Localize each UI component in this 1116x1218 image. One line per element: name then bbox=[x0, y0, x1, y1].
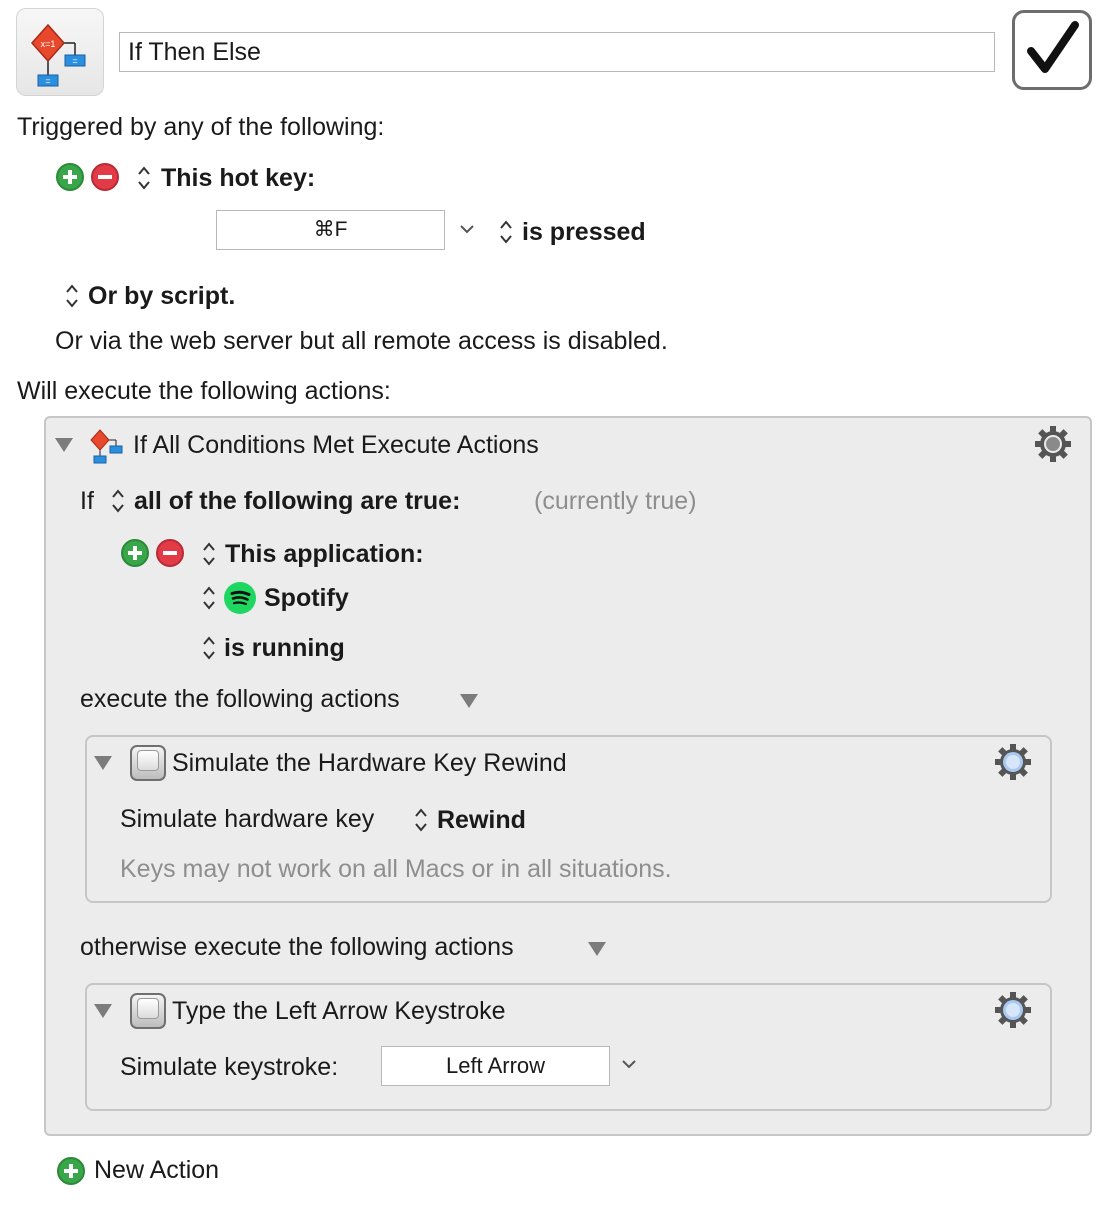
remove-condition-button[interactable] bbox=[156, 539, 184, 567]
then-actions-menu-button[interactable] bbox=[460, 694, 478, 708]
if-action-icon bbox=[86, 424, 128, 471]
disclosure-triangle-icon bbox=[588, 942, 606, 956]
macro-enabled-checkbox[interactable] bbox=[1012, 10, 1092, 90]
keystroke-field[interactable]: Left Arrow bbox=[381, 1046, 610, 1086]
plus-icon bbox=[58, 165, 82, 189]
if-word: If bbox=[80, 487, 94, 515]
gear-icon bbox=[1033, 424, 1073, 464]
flowchart-if-icon bbox=[17, 9, 105, 97]
condition-mode-label: all of the following are true: bbox=[134, 487, 461, 515]
web-server-note: Or via the web server but all remote access is disabled. bbox=[55, 327, 668, 355]
keystroke-gear-button[interactable] bbox=[993, 990, 1033, 1035]
disclosure-triangle-icon bbox=[94, 1004, 112, 1018]
chevron-down-icon bbox=[620, 1057, 638, 1071]
updown-arrows-icon bbox=[413, 805, 429, 835]
checkmark-icon bbox=[1015, 13, 1089, 87]
hardware-key-value: Rewind bbox=[437, 806, 526, 834]
disclosure-triangle-icon bbox=[460, 694, 478, 708]
macro-name-field[interactable]: If Then Else bbox=[119, 32, 995, 72]
keystroke-field-label: Simulate keystroke: bbox=[120, 1053, 339, 1081]
hotkey-field[interactable]: ⌘F bbox=[216, 210, 445, 250]
svg-text:=: = bbox=[72, 56, 78, 66]
hardware-key-action-title: Simulate the Hardware Key Rewind bbox=[172, 749, 567, 777]
if-action-title: If All Conditions Met Execute Actions bbox=[133, 431, 539, 459]
flowchart-if-icon bbox=[86, 424, 128, 466]
disclosure-triangle-icon bbox=[94, 756, 112, 770]
hardware-key-note: Keys may not work on all Macs or in all situations. bbox=[120, 855, 672, 883]
script-trigger-label: Or by script. bbox=[88, 282, 236, 310]
triggers-heading: Triggered by any of the following: bbox=[17, 113, 385, 141]
else-actions-menu-button[interactable] bbox=[588, 942, 606, 956]
spotify-icon bbox=[224, 582, 256, 614]
macro-icon[interactable] bbox=[16, 8, 104, 96]
minus-icon bbox=[93, 165, 117, 189]
svg-text:=: = bbox=[45, 76, 51, 86]
updown-arrows-icon bbox=[201, 583, 217, 613]
collapse-if-action-button[interactable] bbox=[55, 438, 73, 452]
hotkey-menu-button[interactable] bbox=[458, 222, 476, 241]
remove-trigger-button[interactable] bbox=[91, 163, 119, 191]
collapse-hardware-key-action-button[interactable] bbox=[94, 756, 112, 770]
hotkey-state-label: is pressed bbox=[522, 218, 646, 246]
keystroke-menu-button[interactable] bbox=[620, 1057, 638, 1076]
chevron-down-icon bbox=[458, 222, 476, 236]
svg-text:x=1: x=1 bbox=[40, 39, 56, 49]
collapse-keystroke-action-button[interactable] bbox=[94, 1004, 112, 1018]
updown-arrows-icon bbox=[201, 539, 217, 569]
application-name: Spotify bbox=[264, 584, 349, 612]
add-trigger-button[interactable] bbox=[56, 163, 84, 191]
actions-heading: Will execute the following actions: bbox=[17, 377, 391, 405]
app-state-label: is running bbox=[224, 634, 345, 662]
add-condition-button[interactable] bbox=[121, 539, 149, 567]
updown-arrows-icon bbox=[110, 486, 126, 516]
condition-status: (currently true) bbox=[534, 487, 697, 515]
plus-icon bbox=[123, 541, 147, 565]
disclosure-triangle-icon bbox=[55, 438, 73, 452]
else-actions-label: otherwise execute the following actions bbox=[80, 933, 514, 961]
then-actions-label: execute the following actions bbox=[80, 685, 400, 713]
keystroke-action-title: Type the Left Arrow Keystroke bbox=[172, 997, 506, 1025]
plus-icon bbox=[57, 1157, 85, 1185]
keyboard-key-icon bbox=[130, 993, 166, 1029]
updown-arrows-icon bbox=[136, 163, 152, 193]
gear-icon bbox=[993, 990, 1033, 1030]
minus-icon bbox=[158, 541, 182, 565]
condition-type-label: This application: bbox=[225, 540, 424, 568]
new-action-label: New Action bbox=[94, 1156, 220, 1184]
gear-icon bbox=[993, 742, 1033, 782]
hardware-key-field-label: Simulate hardware key bbox=[120, 805, 375, 833]
updown-arrows-icon bbox=[64, 281, 80, 311]
if-action-gear-button[interactable] bbox=[1033, 424, 1073, 469]
keyboard-key-icon bbox=[130, 745, 166, 781]
updown-arrows-icon bbox=[498, 217, 514, 247]
trigger-type-label: This hot key: bbox=[161, 164, 316, 192]
hardware-key-gear-button[interactable] bbox=[993, 742, 1033, 787]
updown-arrows-icon bbox=[201, 633, 217, 663]
